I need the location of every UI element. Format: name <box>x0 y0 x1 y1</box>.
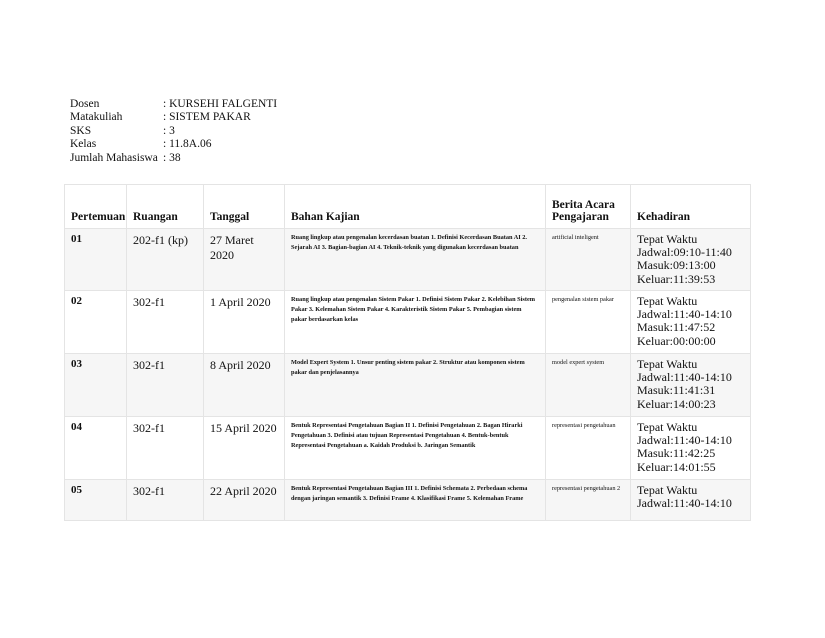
cell-ruangan: 302-f1 <box>127 480 204 521</box>
info-kelas <box>70 138 277 151</box>
attendance-status: Tepat Waktu <box>637 483 698 497</box>
header-kehadiran: Kehadiran <box>631 185 751 229</box>
cell-pertemuan: 03 <box>65 354 127 417</box>
table-row <box>65 480 751 521</box>
info-label: Matakuliah <box>70 111 123 124</box>
attendance-check-in: Masuk:11:47:52 <box>637 320 716 335</box>
table-row <box>65 229 751 291</box>
cell-kehadiran <box>631 291 751 354</box>
cell-ruangan: 302-f1 <box>127 354 204 417</box>
cell-ruangan: 302-f1 <box>127 291 204 354</box>
header-ruangan: Ruangan <box>127 185 204 229</box>
info-sks <box>70 125 277 138</box>
cell-bahan-kajian: Bentuk Representasi Pengetahuan Bagian III 1. Definisi Schemata 2. Perbedaan schema dengan jaringan semantik 3. Definisi Frame 4. Klasifikasi Frame 5. Kelemahan Frame <box>285 480 546 521</box>
info-label: Dosen <box>70 98 100 110</box>
header-tanggal: Tanggal <box>204 185 285 229</box>
attendance-schedule: Jadwal:11:40-14:10 <box>637 433 732 448</box>
attendance-check-out: Keluar:14:00:23 <box>637 396 716 411</box>
cell-tanggal: 27 Maret 2020 <box>204 229 285 291</box>
attendance-schedule: Jadwal:11:40-14:10 <box>637 370 732 385</box>
table-header-row <box>65 185 751 229</box>
attendance-check-in: Masuk:09:13:00 <box>637 258 716 273</box>
cell-kehadiran <box>631 354 751 417</box>
header-pertemuan: Pertemuan <box>65 185 127 229</box>
course-info <box>70 98 277 165</box>
cell-berita-acara: artificial inteligent <box>546 229 631 291</box>
info-value: : SISTEM PAKAR <box>163 111 251 124</box>
attendance-status: Tepat Waktu <box>637 232 698 246</box>
cell-pertemuan: 01 <box>65 229 127 291</box>
cell-ruangan: 302-f1 <box>127 417 204 480</box>
info-matakuliah <box>70 111 277 124</box>
table-row <box>65 354 751 417</box>
attendance-schedule: Jadwal:09:10-11:40 <box>637 245 732 260</box>
info-label: Jumlah Mahasiswa <box>70 151 158 164</box>
info-label: SKS <box>70 124 92 137</box>
cell-bahan-kajian: Ruang lingkup atau pengenalan kecerdasan buatan 1. Definisi Kecerdasan Buatan AI 2. Sejarah AI 3. Bagian-bagian AI 4. Teknik-teknik yang digunakan kecerdasan buatan <box>285 229 546 291</box>
cell-pertemuan: 04 <box>65 417 127 480</box>
cell-berita-acara: representasi pengetahuan 2 <box>546 480 631 521</box>
info-label: Kelas <box>70 138 97 151</box>
cell-bahan-kajian: Ruang lingkup atau pengenalan Sistem Pakar 1. Definisi Sistem Pakar 2. Kelebihan Sistem Pakar 3. Kelemahan Sistem Pakar 4. Karakteristik Sistem Pakar 5. Pembagian sistem pakar berdasarkan kelas <box>285 291 546 354</box>
attendance-schedule: Jadwal:11:40-14:10 <box>637 496 732 511</box>
attendance-check-out: Keluar:14:01:55 <box>637 459 716 474</box>
table-row <box>65 417 751 480</box>
cell-tanggal: 22 April 2020 <box>204 480 285 521</box>
attendance-check-out: Keluar:11:39:53 <box>637 271 716 286</box>
cell-bahan-kajian: Model Expert System 1. Unsur penting sistem pakar 2. Struktur atau komponen sistem pakar dan penjelasannya <box>285 354 546 417</box>
info-value: : 3 <box>163 124 175 137</box>
cell-berita-acara: model expert system <box>546 354 631 417</box>
attendance-check-in: Masuk:11:42:25 <box>637 446 716 461</box>
cell-tanggal: 15 April 2020 <box>204 417 285 480</box>
cell-kehadiran <box>631 229 751 291</box>
cell-berita-acara: representasi pengetahuan <box>546 417 631 480</box>
info-value: : KURSEHI FALGENTI <box>163 98 278 110</box>
header-berita-acara: Berita Acara Pengajaran <box>546 185 631 229</box>
cell-tanggal: 1 April 2020 <box>204 291 285 354</box>
cell-pertemuan: 02 <box>65 291 127 354</box>
table-row <box>65 291 751 354</box>
info-dosen <box>70 98 277 111</box>
attendance-status: Tepat Waktu <box>637 420 698 434</box>
attendance-status: Tepat Waktu <box>637 294 698 308</box>
attendance-check-out: Keluar:00:00:00 <box>637 333 716 348</box>
info-value: : 11.8A.06 <box>163 138 212 151</box>
cell-kehadiran <box>631 480 751 521</box>
cell-pertemuan: 05 <box>65 480 127 521</box>
header-bahan-kajian: Bahan Kajian <box>285 185 546 229</box>
cell-ruangan: 202-f1 (kp) <box>127 229 204 291</box>
info-jumlah-mahasiswa <box>70 152 277 165</box>
attendance-check-in: Masuk:11:41:31 <box>637 383 716 398</box>
attendance-schedule: Jadwal:11:40-14:10 <box>637 307 732 322</box>
attendance-table <box>64 184 751 521</box>
cell-tanggal: 8 April 2020 <box>204 354 285 417</box>
cell-kehadiran <box>631 417 751 480</box>
cell-berita-acara: pengenalan sistem pakar <box>546 291 631 354</box>
info-value: : 38 <box>163 151 181 164</box>
attendance-status: Tepat Waktu <box>637 357 698 371</box>
cell-bahan-kajian: Bentuk Representasi Pengetahuan Bagian II 1. Definisi Pengetahuan 2. Bagan Hirarki Pengetahuan 3. Definisi atau tujuan Representasi Pengetahuan 4. Bentuk-bentuk Representasi Pengetahuan a. Kaidah Produksi b. Jaringan Semantik <box>285 417 546 480</box>
